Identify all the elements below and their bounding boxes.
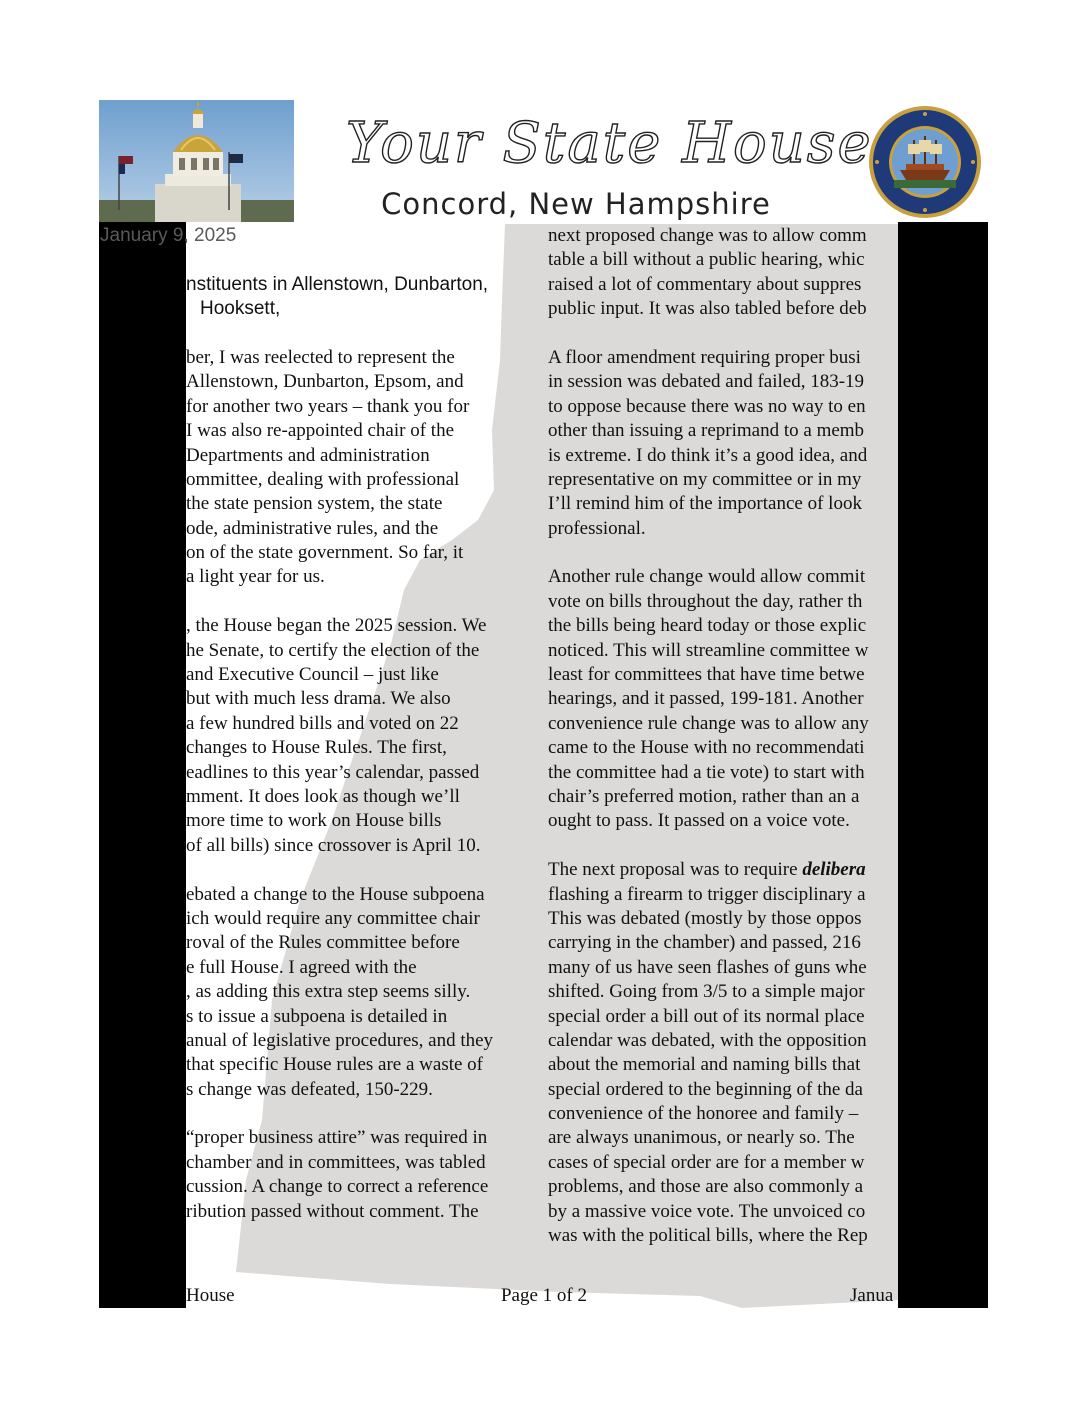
body-text-line: flashing a firearm to trigger disciplinary a xyxy=(548,883,866,905)
body-text-line: cussion. A change to correct a reference xyxy=(186,1176,489,1198)
body-text-line: changes to House Rules. The first, xyxy=(186,737,447,759)
body-text-line: ommittee, dealing with professional xyxy=(186,468,460,490)
masthead-title: Your State House xyxy=(346,111,873,176)
left-text-column xyxy=(100,224,542,1224)
body-text-line: s to issue a subpoena is detailed in xyxy=(186,1005,448,1027)
body-text-line: special ordered to the beginning of the da xyxy=(548,1078,863,1100)
body-text-line: a light year for us. xyxy=(186,566,325,588)
body-text-line: table a bill without a public hearing, whic xyxy=(548,249,865,271)
body-text-line: of all bills) since crossover is April 10. xyxy=(186,834,481,856)
body-text-line: mment. It does look as though we’ll xyxy=(186,785,460,807)
footer-left: House xyxy=(186,1285,235,1306)
body-text-line: hearings, and it passed, 199-181. Another xyxy=(548,688,864,710)
body-text-line: by a massive voice vote. The unvoiced co xyxy=(548,1200,866,1222)
body-text-line: noticed. This will streamline committee w xyxy=(548,639,869,661)
state-house-photo xyxy=(99,100,294,222)
right-text-column xyxy=(548,224,898,1248)
body-text-line: ought to pass. It passed on a voice vote. xyxy=(548,810,850,832)
body-text-line: many of us have seen flashes of guns whe xyxy=(548,956,867,978)
body-text-line: next proposed change was to allow comm xyxy=(548,225,867,246)
body-text-line: anual of legislative procedures, and they xyxy=(186,1029,494,1051)
body-text-line: ich would require any committee chair xyxy=(186,907,480,929)
body-text-line: Allenstown, Dunbarton, Epsom, and xyxy=(186,371,464,393)
body-text-line: , as adding this extra step seems silly. xyxy=(186,981,471,1003)
body-text-line: was with the political bills, where the Rep xyxy=(548,1225,868,1247)
body-text-line: , the House began the 2025 session. We xyxy=(186,615,487,637)
salutation-line: Hooksett, xyxy=(200,298,281,320)
body-text-line: came to the House with no recommendati xyxy=(548,737,865,759)
body-text-line: but with much less drama. We also xyxy=(186,688,451,710)
body-text-line: public input. It was also tabled before deb xyxy=(548,298,867,320)
body-text-line: eadlines to this year’s calendar, passed xyxy=(186,761,480,783)
body-text-line: I’ll remind him of the importance of look xyxy=(548,493,862,515)
body-text-line: he Senate, to certify the election of the xyxy=(186,639,480,661)
body-text-line: to oppose because there was no way to en xyxy=(548,395,866,417)
salutation-line: nstituents in Allenstown, Dunbarton, xyxy=(186,273,489,295)
redaction-bar-right xyxy=(898,222,988,1308)
body-text-line: Departments and administration xyxy=(186,444,430,466)
body-text-line: representative on my committee or in my xyxy=(548,468,862,490)
body-text-line: the bills being heard today or those explic xyxy=(548,615,867,637)
body-text-line: the committee had a tie vote) to start with xyxy=(548,761,865,783)
body-text-line: more time to work on House bills xyxy=(186,810,442,832)
body-text-line: s change was defeated, 150-229. xyxy=(186,1078,433,1100)
body-text-line: e full House. I agreed with the xyxy=(186,956,417,978)
left-column-body xyxy=(100,346,542,1224)
body-text-line: is extreme. I do think it’s a good idea, and xyxy=(548,444,868,466)
body-text-line: vote on bills throughout the day, rather th xyxy=(548,590,863,612)
body-text-line: and Executive Council – just like xyxy=(186,664,439,686)
body-text-line: cases of special order are for a member w xyxy=(548,1151,865,1173)
state-house-dome-icon xyxy=(99,100,294,222)
footer-page-number: Page 1 of 2 xyxy=(500,1285,587,1306)
body-text-line: least for committees that have time betwe xyxy=(548,664,865,686)
body-text-line: I was also re-appointed chair of the xyxy=(186,420,455,442)
body-text-line: a few hundred bills and voted on 22 xyxy=(186,712,459,734)
body-text-line: in session was debated and failed, 183-19 xyxy=(548,371,865,393)
body-text-line: ode, administrative rules, and the xyxy=(186,517,439,539)
body-text-line: The next proposal was to require delibera xyxy=(548,859,866,881)
body-text-line: “proper business attire” was required in xyxy=(186,1127,488,1149)
body-text-line: raised a lot of commentary about suppres xyxy=(548,273,862,295)
body-text-line: This was debated (mostly by those oppos xyxy=(548,907,862,929)
body-text-line: for another two years – thank you for xyxy=(186,395,470,417)
body-text-line: convenience rule change was to allow any xyxy=(548,712,869,734)
emphasized-word: delibera xyxy=(802,859,866,881)
body-text-line: are always unanimous, or nearly so. The xyxy=(548,1127,855,1149)
letter-date: January 9, 2025 xyxy=(100,225,237,246)
body-text-line: chamber and in committees, was tabled xyxy=(186,1151,486,1173)
body-text-line: ber, I was reelected to represent the xyxy=(186,346,455,368)
body-text-line: ebated a change to the House subpoena xyxy=(186,883,485,905)
body-text-line: shifted. Going from 3/5 to a simple major xyxy=(548,981,865,1003)
body-text-line: the state pension system, the state xyxy=(186,493,443,515)
body-text-line: on of the state government. So far, it xyxy=(186,542,464,564)
body-text-line: special order a bill out of its normal place xyxy=(548,1005,865,1027)
body-text-line: A floor amendment requiring proper busi xyxy=(548,346,861,368)
body-text-line: about the memorial and naming bills that xyxy=(548,1054,861,1076)
body-text-line: problems, and those are also commonly a xyxy=(548,1176,864,1198)
state-seal-icon xyxy=(862,104,988,220)
body-text-line: calendar was debated, with the opposition xyxy=(548,1029,867,1051)
footer-right: Janua xyxy=(850,1285,894,1306)
body-text-line: that specific House rules are a waste of xyxy=(186,1054,484,1076)
body-text-line: ribution passed without comment. The xyxy=(186,1200,479,1222)
body-text-line: professional. xyxy=(548,517,646,539)
body-text-line: chair’s preferred motion, rather than an a xyxy=(548,785,860,807)
masthead-subtitle: Concord, New Hampshire xyxy=(381,187,771,221)
body-text-line: roval of the Rules committee before xyxy=(186,932,460,954)
body-text-line: convenience of the honoree and family – xyxy=(548,1103,859,1125)
body-text-line: carrying in the chamber) and passed, 216 xyxy=(548,932,861,954)
body-text-line: Another rule change would allow commit xyxy=(548,566,866,588)
body-text-line: other than issuing a reprimand to a memb xyxy=(548,420,865,442)
